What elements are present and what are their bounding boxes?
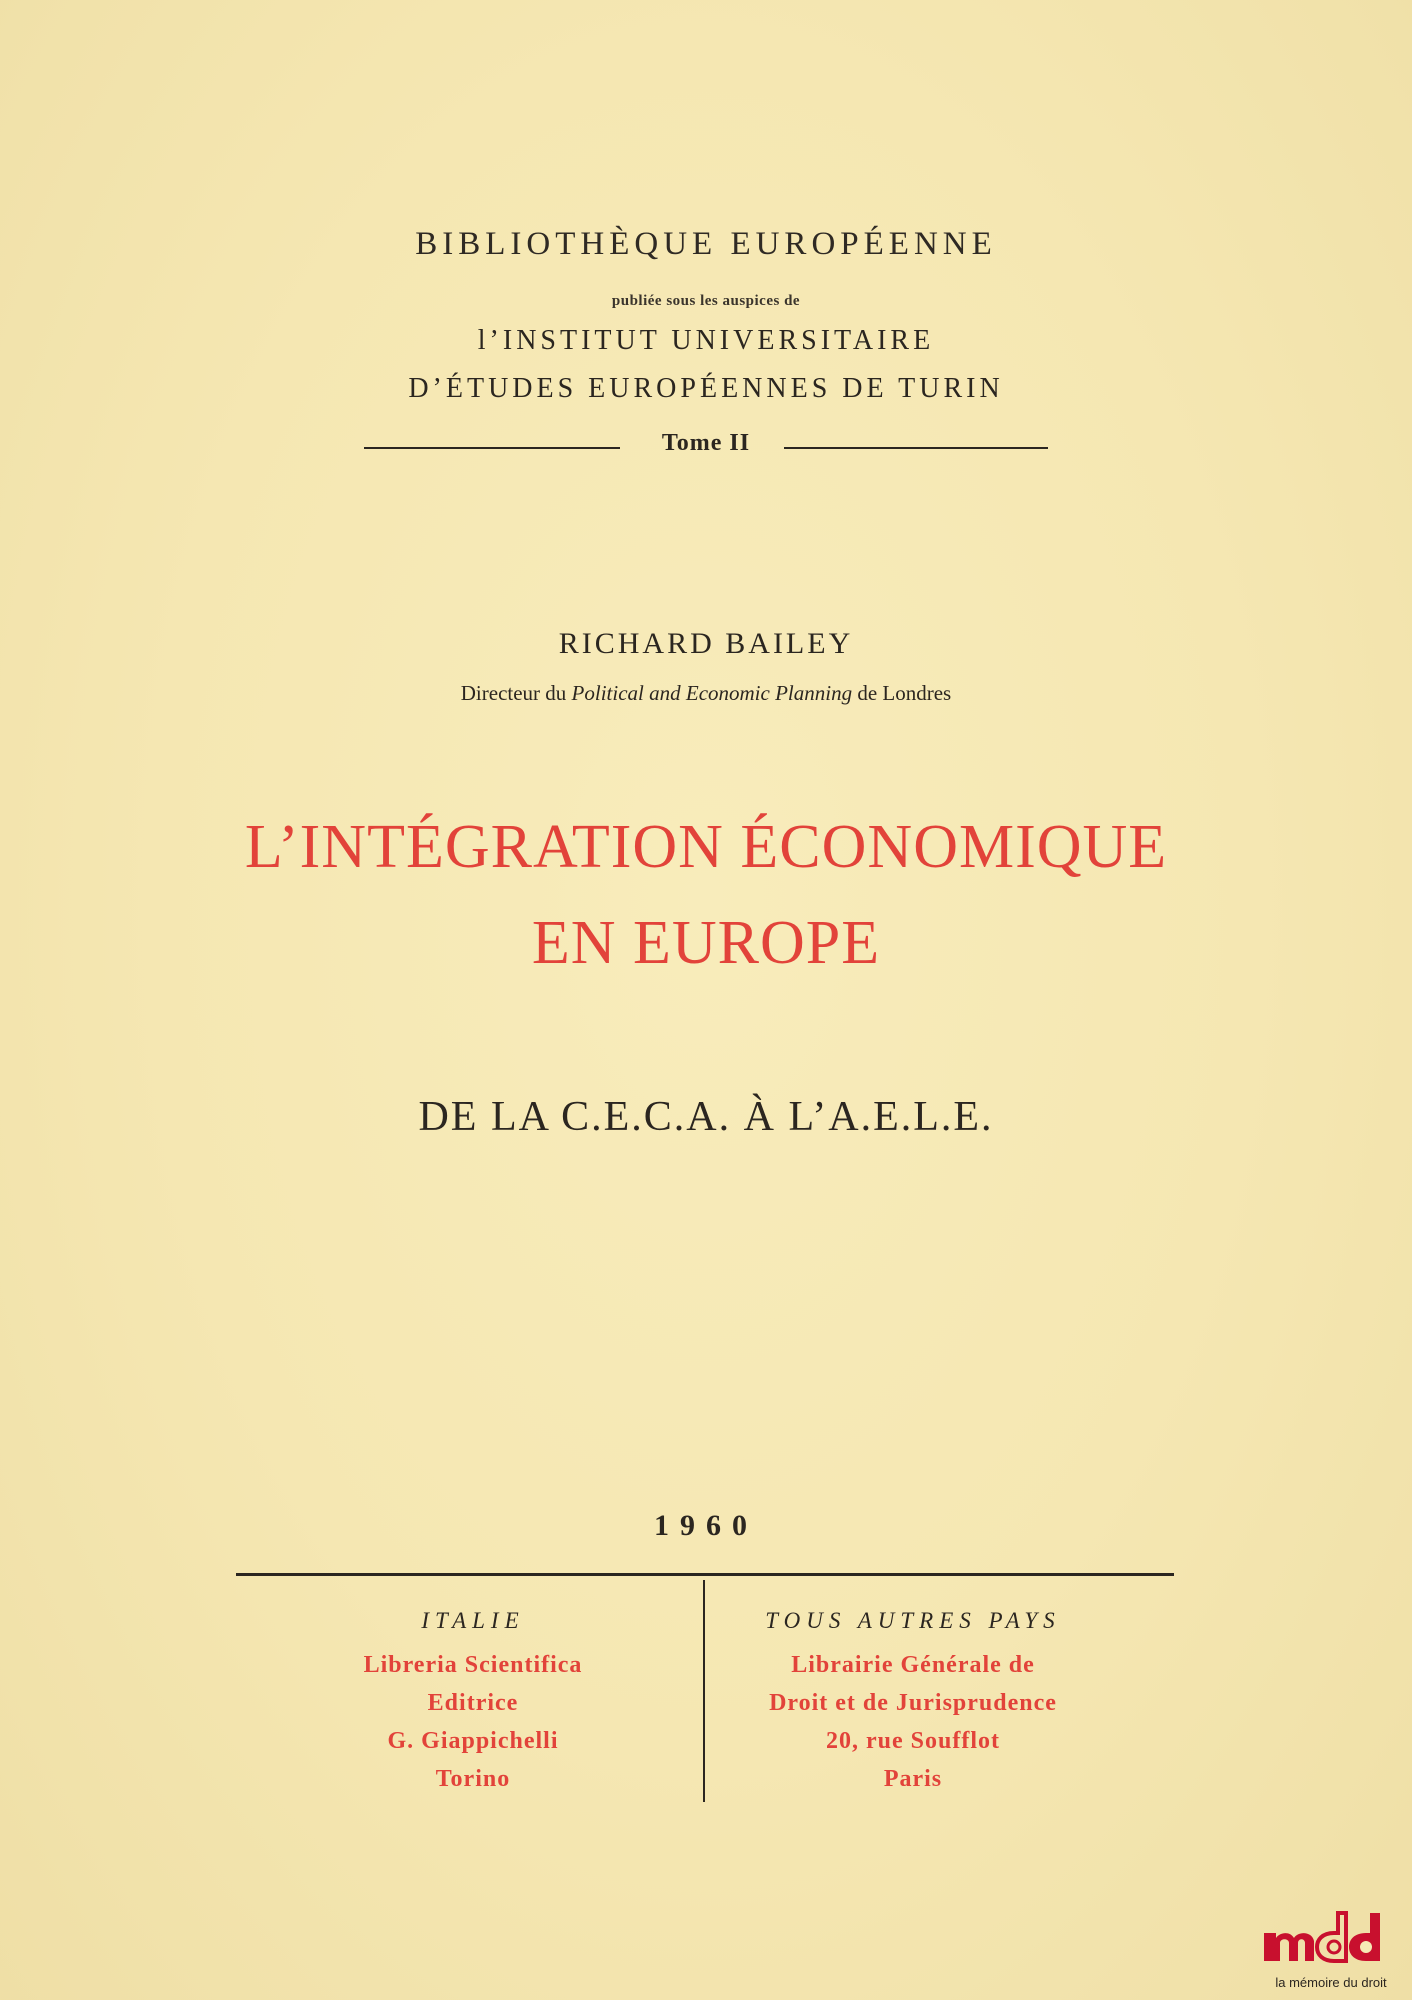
publisher-italy-line: G. Giappichelli [387,1728,559,1754]
institute-name-line1: l’INSTITUT UNIVERSITAIRE [477,325,935,356]
publisher-other-line: Droit et de Jurisprudence [769,1690,1057,1716]
author-role-prefix: Directeur du [460,681,567,705]
publisher-other-heading: TOUS AUTRES PAYS [765,1608,1061,1633]
publisher-other-line: Paris [883,1766,943,1792]
series-title: BIBLIOTHÈQUE EUROPÉENNE [415,226,997,262]
institute-name-line2: D’ÉTUDES EUROPÉENNES DE TURIN [408,373,1004,404]
author-role [0,681,1412,706]
publication-year: 1960 [654,1509,758,1542]
mdd-logo-mark [1256,1895,1406,1995]
series-published-under: publiée sous les auspices de [611,293,801,309]
publisher-italy-heading: ITALIE [421,1608,525,1633]
publisher-italy [263,1608,683,1798]
mdd-logo-tagline: la mémoire du droit [1275,1975,1387,1990]
publisher-italy-line: Editrice [427,1690,519,1716]
book-title-line2: EN EUROPE [531,909,881,977]
publisher-other-line: Librairie Générale de [791,1652,1035,1678]
tome-rule-right [784,447,1048,449]
author-role-suffix: de Londres [857,681,952,705]
publisher-italy-line: Torino [435,1766,511,1792]
publisher-other [703,1608,1123,1798]
publisher-rule [236,1573,1174,1576]
author-name: RICHARD BAILEY [558,627,854,660]
author-role-org: Political and Economic Planning [571,681,853,705]
book-title-line1: L’INTÉGRATION ÉCONOMIQUE [244,813,1168,881]
publisher-italy-line: Libreria Scientifica [363,1652,583,1678]
mdd-logo [1256,1895,1406,1995]
tome-row [364,430,1048,464]
publisher-other-line: 20, rue Soufflot [826,1728,1000,1754]
tome-label: Tome II [661,430,751,456]
book-subtitle: DE LA C.E.C.A. À L’A.E.L.E. [418,1094,994,1140]
